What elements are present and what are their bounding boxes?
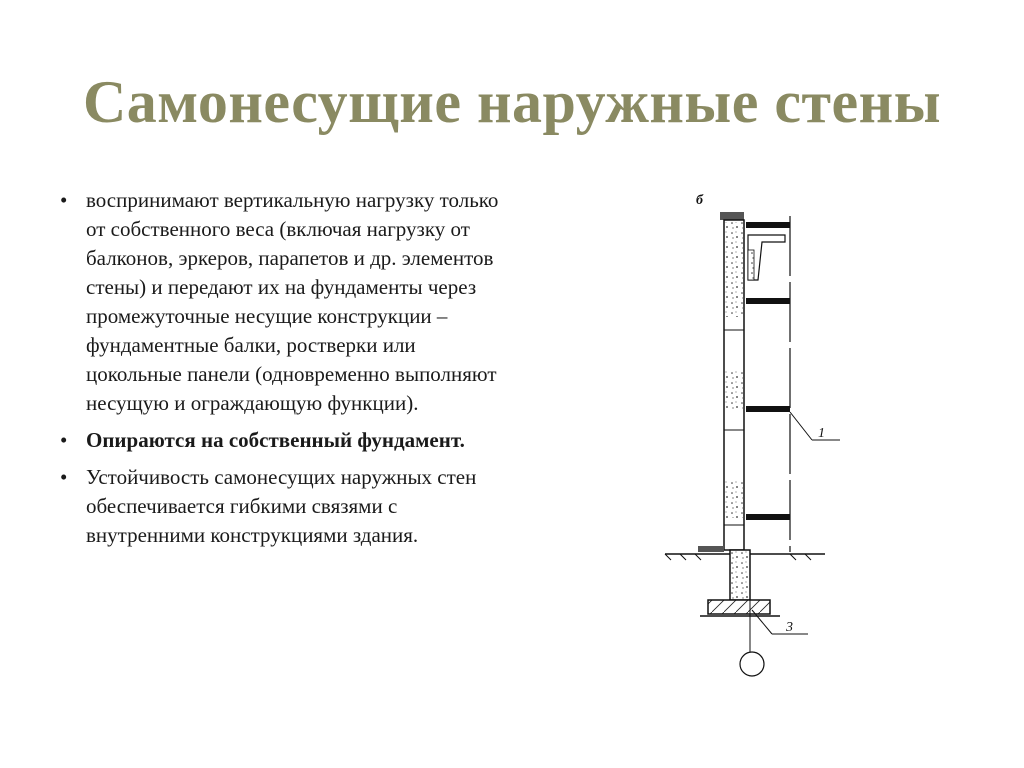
- bullet-text: Устойчивость самонесущих наружных стен обеспечивается гибкими связями с внутренними конструкциями здания.: [86, 465, 477, 547]
- bullet-list: [60, 186, 500, 558]
- floor-slab-2: [746, 298, 790, 304]
- wall-section-drawing: [640, 180, 880, 690]
- bullet-marker: •: [60, 428, 68, 452]
- figure-label-3: 3: [786, 620, 793, 635]
- foundation-stem: [730, 550, 750, 600]
- axis-marker: [740, 652, 764, 676]
- bullet-item-1: [60, 186, 500, 418]
- bullet-item-3: [60, 463, 500, 550]
- leader-1: [790, 412, 812, 440]
- wall-block-top: [725, 222, 743, 317]
- figure-label-1: 1: [818, 426, 825, 441]
- wall-section-svg: [640, 180, 880, 690]
- slide-title: Самонесущие наружные стены: [82, 69, 942, 135]
- floor-slab-1: [746, 222, 790, 228]
- wall-block-mid: [725, 370, 743, 410]
- bullet-text: воспринимают вертикальную нагрузку только от собственного веса (включая нагрузку от балконов, эркеров, парапетов и др. элементов стены) и передают их на фундаменты через промежуточные несущие конструкции – фундаментные балки, ростверки или цокольные панели (одновременно выполняют несущую и ограждающую функции).: [86, 188, 499, 415]
- floor-slab-4: [746, 514, 790, 520]
- foundation-footing: [708, 600, 770, 614]
- bullet-marker: •: [60, 188, 68, 212]
- bullet-item-2: [60, 426, 500, 455]
- parapet-cap: [720, 212, 744, 220]
- floor-slab-3: [746, 406, 790, 412]
- bullet-text: Опираются на собственный фундамент.: [86, 428, 465, 452]
- blind-area: [698, 546, 724, 552]
- figure-label-b: б: [696, 193, 703, 208]
- wall-block-low: [725, 480, 743, 518]
- bullet-marker: •: [60, 465, 68, 489]
